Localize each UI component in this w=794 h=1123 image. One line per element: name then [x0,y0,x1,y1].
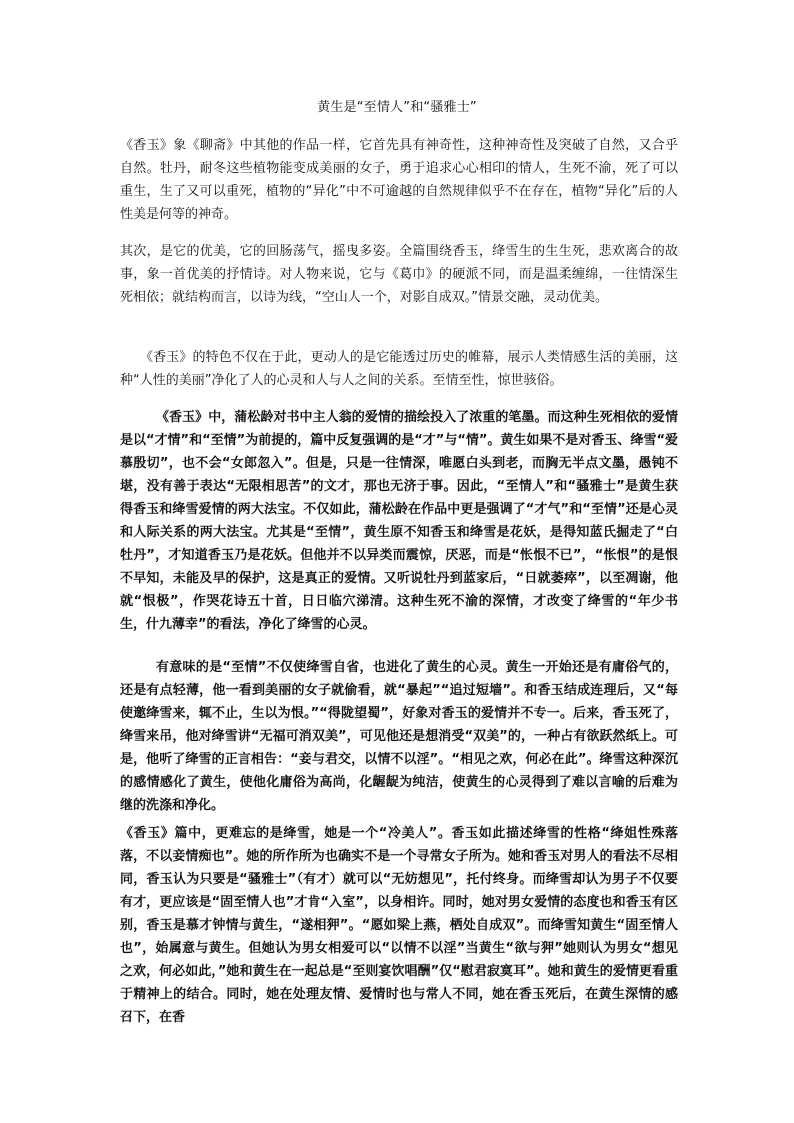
paragraph-4: 《香玉》中，蒲松龄对书中主人翁的爱情的描绘投入了浓重的笔墨。而这种生死相依的爱情是以“才情”和“至情”为前提的，篇中反复强调的是“才”与“情”。黄生如果不是对香玉、绛雪“爱慕殷切”，也不会“女郎忽入”。但是，只是一往情深，唯愿白头到老，而胸无半点文墨，愚钝不堪，没有善于表达“无限相思苦”的文才，那也无济于事。因此，“至情人”和“骚雅士”是黄生获得香玉和绛雪爱情的两大法宝。不仅如此，蒲松龄在作品中更是强调了“才气”和“至情”还是心灵和人际关系的两大法宝。尤其是“至情”，黄生原不知香玉和绛雪是花妖，是得知蓝氏掘走了“白牡丹”，才知道香玉乃是花妖。但他并不以异类而震惊，厌恶，而是“怅恨不已”，“怅恨”的是恨不早知，未能及早的保护，这是真正的爱情。又听说牡丹到蓝家后，“日就萎瘁”，以至凋谢，他就“恨极”，作哭花诗五十首，日日临穴涕清。这种生死不渝的深情，才改变了绛雪的“年少书生，什九薄幸”的看法，净化了绛雪的心灵。 [120,410,678,632]
paragraph-1: 《香玉》象《聊斋》中其他的作品一样，它首先具有神奇性，这种神奇性及突破了自然，又合乎自然。牡丹，耐冬这些植物能变成美丽的女子，勇于追求心心相印的情人，生死不渝，死了可以重生，生了又可以重死，植物的“异化”中不可逾越的自然规律似乎不在存在，植物“异化”后的人性美是何等的神奇。 [120,138,678,222]
paragraph-2: 其次，是它的优美，它的回肠荡气，摇曳多姿。全篇围绕香玉，绛雪生的生生死，悲欢离合的故事，象一首优美的抒情诗。对人物来说，它与《葛巾》的硬派不同，而是温柔缠绵，一往情深生死相依；就结构而言，以诗为线，“空山人一个，对影自成双。”情景交融，灵动优美。 [120,244,678,305]
document-title: 黄生是“至情人”和“骚雅士” [317,100,477,115]
paragraph-3: 《香玉》的特色不仅在于此，更动人的是它能透过历史的帷幕，展示人类情感生活的美丽，这种“人性的美丽”净化了人的心灵和人与人之间的关系。至情至性，惊世骇俗。 [120,350,678,388]
paragraph-6: 《香玉》篇中，更难忘的是绛雪，她是一个“冷美人”。香玉如此描述绛雪的性格“绛姐性殊落落，不以妾情痴也”。她的所作所为也确实不是一个寻常女子所为。她和香玉对男人的看法不尽相同，香玉认为只要是“骚雅士”（有才）就可以“无妨想见”，托付终身。而绛雪却认为男子不仅要有才，更应该是“固至情人也”才肯“入室”，以身相许。同时，她对男女爱情的态度也和香玉有区别，香玉是慕才钟情与黄生，“遂相狎”。“愿如梁上燕，栖处自成双”。而绛雪知黄生“固至情人也”，始属意与黄生。但她认为男女相爱可以“以情不以淫”当黄生“欲与狎”她则认为男女“想见之欢，何必如此，”她和黄生在一起总是“至则宴饮唱酬”仅“慰君寂寞耳”。她和黄生的爱情更看重于精神上的结合。同时，她在处理友情、爱情时也与常人不同，她在香玉死后，在黄生深情的感召下，在香 [120,826,678,1025]
paragraph-5: 有意味的是“至情”不仅使绛雪自省，也进化了黄生的心灵。黄生一开始还是有庸俗气的，还是有点轻薄，他一看到美丽的女子就偷看，就“暴起”“追过短墙”。和香玉结成连理后，又“每使邀绛雪来，辄不止，生以为恨。”“得陇望蜀”，好象对香玉的爱情并不专一。后来，香玉死了，绛雪来吊，他对绛雪讲“无福可消双美”，可见他还是想消受“双美”的，一种占有欲跃然纸上。可是，他听了绛雪的正言相告：“妾与君交，以情不以淫”。“相见之欢，何必在此”。绛雪这种深沉的感情感化了黄生，使他化庸俗为高尚，化龌龊为纯洁，使黄生的心灵得到了难以言喻的后难为继的洗涤和净化。 [120,660,678,813]
